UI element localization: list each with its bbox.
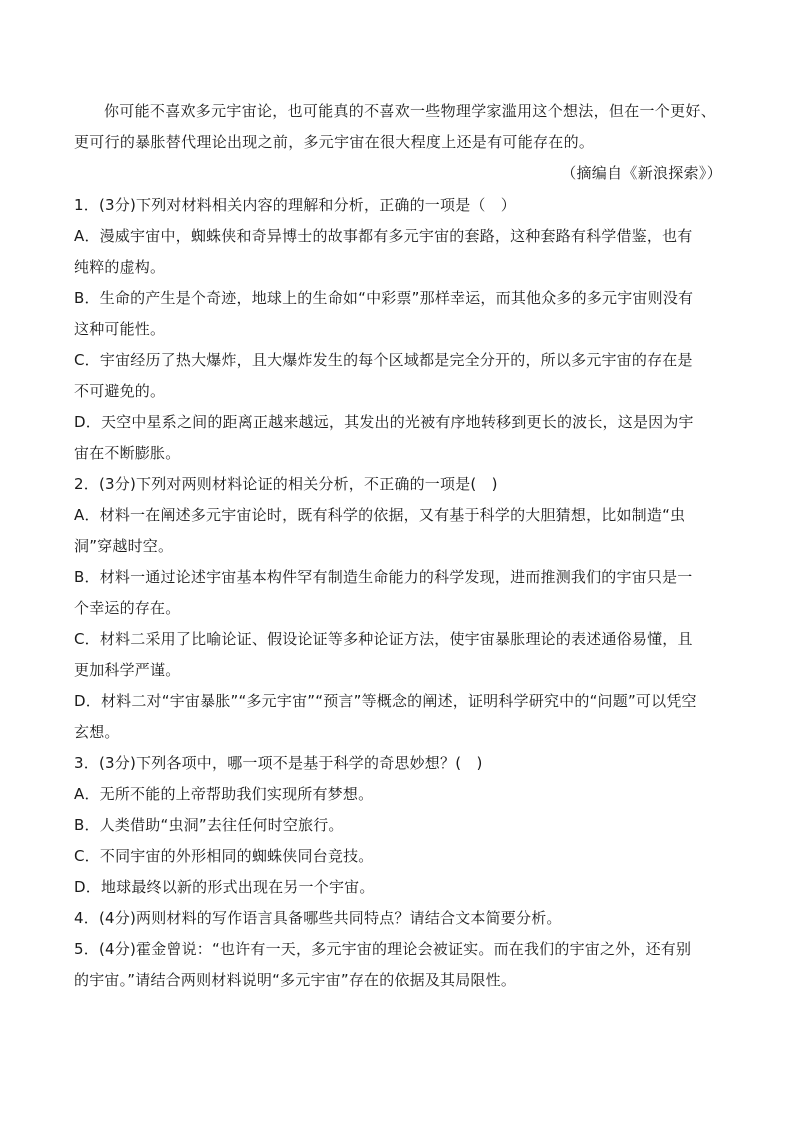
option-d xyxy=(74,686,724,748)
option-d xyxy=(74,407,724,469)
option-line: 更加科学严谨。 xyxy=(74,661,181,679)
source-attribution: （摘编自《新浪探索》） xyxy=(561,164,722,182)
question-4 xyxy=(74,903,724,934)
option-line: 不可避免的。 xyxy=(74,382,166,400)
question-3 xyxy=(74,748,724,903)
option-line: A．漫威宇宙中，蜘蛛侠和奇异博士的故事都有多元宇宙的套路，这种套路有科学借鉴，也有 xyxy=(74,227,693,245)
option-line: 纯粹的虚构。 xyxy=(74,258,166,276)
question-2 xyxy=(74,469,724,748)
option-c xyxy=(74,345,724,407)
option-b xyxy=(74,562,724,624)
option-line: B．生命的产生是个奇迹，地球上的生命如“中彩票”那样幸运，而其他众多的多元宇宙则没有 xyxy=(74,289,694,307)
option-line: D．材料二对“宇宙暴胀”“多元宇宙”“预言”等概念的阐述，证明科学研究中的“问题”可以凭空 xyxy=(74,692,697,710)
option-c xyxy=(74,624,724,686)
question-stem: 5．(4分)霍金曾说：“也许有一天，多元宇宙的理论会被证实。而在我们的宇宙之外，还有别 xyxy=(74,940,692,958)
option-a xyxy=(74,500,724,562)
option-line: C．宇宙经历了热大爆炸，且大爆炸发生的每个区域都是完全分开的，所以多元宇宙的存在是 xyxy=(74,351,693,369)
option-line: 宙在不断膨胀。 xyxy=(74,444,181,462)
passage-line: 更可行的暴胀替代理论出现之前，多元宇宙在很大程度上还是有可能存在的。 xyxy=(74,133,595,151)
question-stem: 3．(3分)下列各项中，哪一项不是基于科学的奇思妙想？( ) xyxy=(74,754,483,772)
question-stem: 4．(4分)两则材料的写作语言具备哪些共同特点？请结合文本简要分析。 xyxy=(74,909,562,927)
passage-paragraph xyxy=(74,96,724,158)
option-line: C．材料二采用了比喻论证、假设论证等多种论证方法，使宇宙暴胀理论的表述通俗易懂，且 xyxy=(74,630,693,648)
option-b xyxy=(74,283,724,345)
option-c: C．不同宇宙的外形相同的蜘蛛侠同台竞技。 xyxy=(74,847,374,865)
option-line: A．材料一在阐述多元宇宙论时，既有科学的依据，又有基于科学的大胆猜想，比如制造“虫 xyxy=(74,506,686,524)
option-b: B．人类借助“虫洞”去往任何时空旅行。 xyxy=(74,816,344,834)
option-d: D．地球最终以新的形式出现在另一个宇宙。 xyxy=(74,878,375,896)
passage-excerpt xyxy=(74,96,724,158)
passage-line: 你可能不喜欢多元宇宙论，也可能真的不喜欢一些物理学家滥用这个想法，但在一个更好、 xyxy=(104,102,717,120)
option-a: A．无所不能的上帝帮助我们实现所有梦想。 xyxy=(74,785,374,803)
question-stem: 2．(3分)下列对两则材料论证的相关分析，不正确的一项是( ) xyxy=(74,475,498,493)
question-stem-continued: 的宇宙。”请结合两则材料说明“多元宇宙”存在的依据及其局限性。 xyxy=(74,971,517,989)
option-line: 个幸运的存在。 xyxy=(74,599,181,617)
option-a xyxy=(74,221,724,283)
option-line: 玄想。 xyxy=(74,723,120,741)
question-list xyxy=(74,190,724,996)
question-stem: 1．(3分)下列对材料相关内容的理解和分析，正确的一项是（ ） xyxy=(74,196,516,214)
option-line: B．材料一通过论述宇宙基本构件罕有制造生命能力的科学发现，进而推测我们的宇宙只是一 xyxy=(74,568,693,586)
question-5 xyxy=(74,934,724,996)
option-line: 这种可能性。 xyxy=(74,320,166,338)
option-line: 洞”穿越时空。 xyxy=(74,537,174,555)
question-1 xyxy=(74,190,724,469)
option-line: D．天空中星系之间的距离正越来越远，其发出的光被有序地转移到更长的波长，这是因为宇 xyxy=(74,413,694,431)
